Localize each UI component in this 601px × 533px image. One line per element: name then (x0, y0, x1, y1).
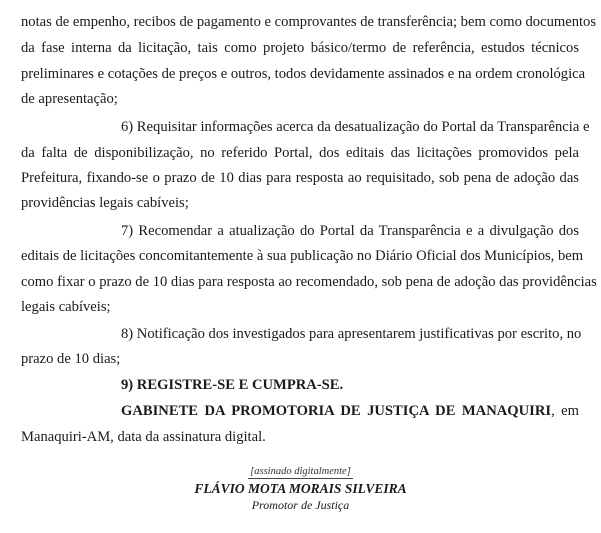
paragraph-line: prazo de 10 dias; (21, 351, 121, 367)
paragraph-line: 9) REGISTRE-SE E CUMPRA-SE. (121, 377, 344, 393)
closing-line (121, 401, 579, 421)
closing-tail: , em (551, 403, 579, 419)
signature-tag (0, 466, 601, 479)
paragraph-line: notas de empenho, recibos de pagamento e comprovantes de transferência; bem como documentos (21, 14, 597, 30)
paragraph-line: editais de licitações concomitantemente à sua publicação no Diário Oficial dos Municípios, bem (21, 248, 584, 264)
paragraph-line: legais cabíveis; (21, 299, 111, 315)
paragraph-line: 7) Recomendar a atualização do Portal da Transparência e a divulgação dos (121, 223, 579, 239)
paragraph-line: 8) Notificação dos investigados para apresentarem justificativas por escrito, no (121, 326, 582, 342)
paragraph-line: de apresentação; (21, 91, 118, 107)
office-name: GABINETE DA PROMOTORIA DE JUSTIÇA DE MANAQUIRI (121, 403, 552, 419)
paragraph-line: preliminares e cotações de preços e outros, todos devidamente assinados e na ordem cronológica (21, 66, 586, 82)
paragraph-line: da falta de disponibilização, no referido Portal, dos editais das licitações promovidos pela (21, 145, 579, 161)
paragraph-line: como fixar o prazo de 10 dias para resposta ao recomendado, sob pena de adoção das providências (21, 274, 597, 290)
paragraph-line: 6) Requisitar informações acerca da desatualização do Portal da Transparência e (121, 119, 590, 135)
signer-name: FLÁVIO MOTA MORAIS SILVEIRA (194, 481, 407, 496)
signer-role: Promotor de Justiça (251, 498, 350, 512)
paragraph-line: Manaquiri-AM, data da assinatura digital. (21, 429, 266, 445)
digital-signature-label: [assinado digitalmente] (250, 466, 351, 477)
paragraph-line: providências legais cabíveis; (21, 195, 189, 211)
paragraph-line: da fase interna da licitação, tais como projeto básico/termo de referência, estudos técnicos (21, 40, 579, 56)
paragraph-line: Prefeitura, fixando-se o prazo de 10 dias para resposta ao requisitado, sob pena de adoção das (21, 170, 579, 186)
